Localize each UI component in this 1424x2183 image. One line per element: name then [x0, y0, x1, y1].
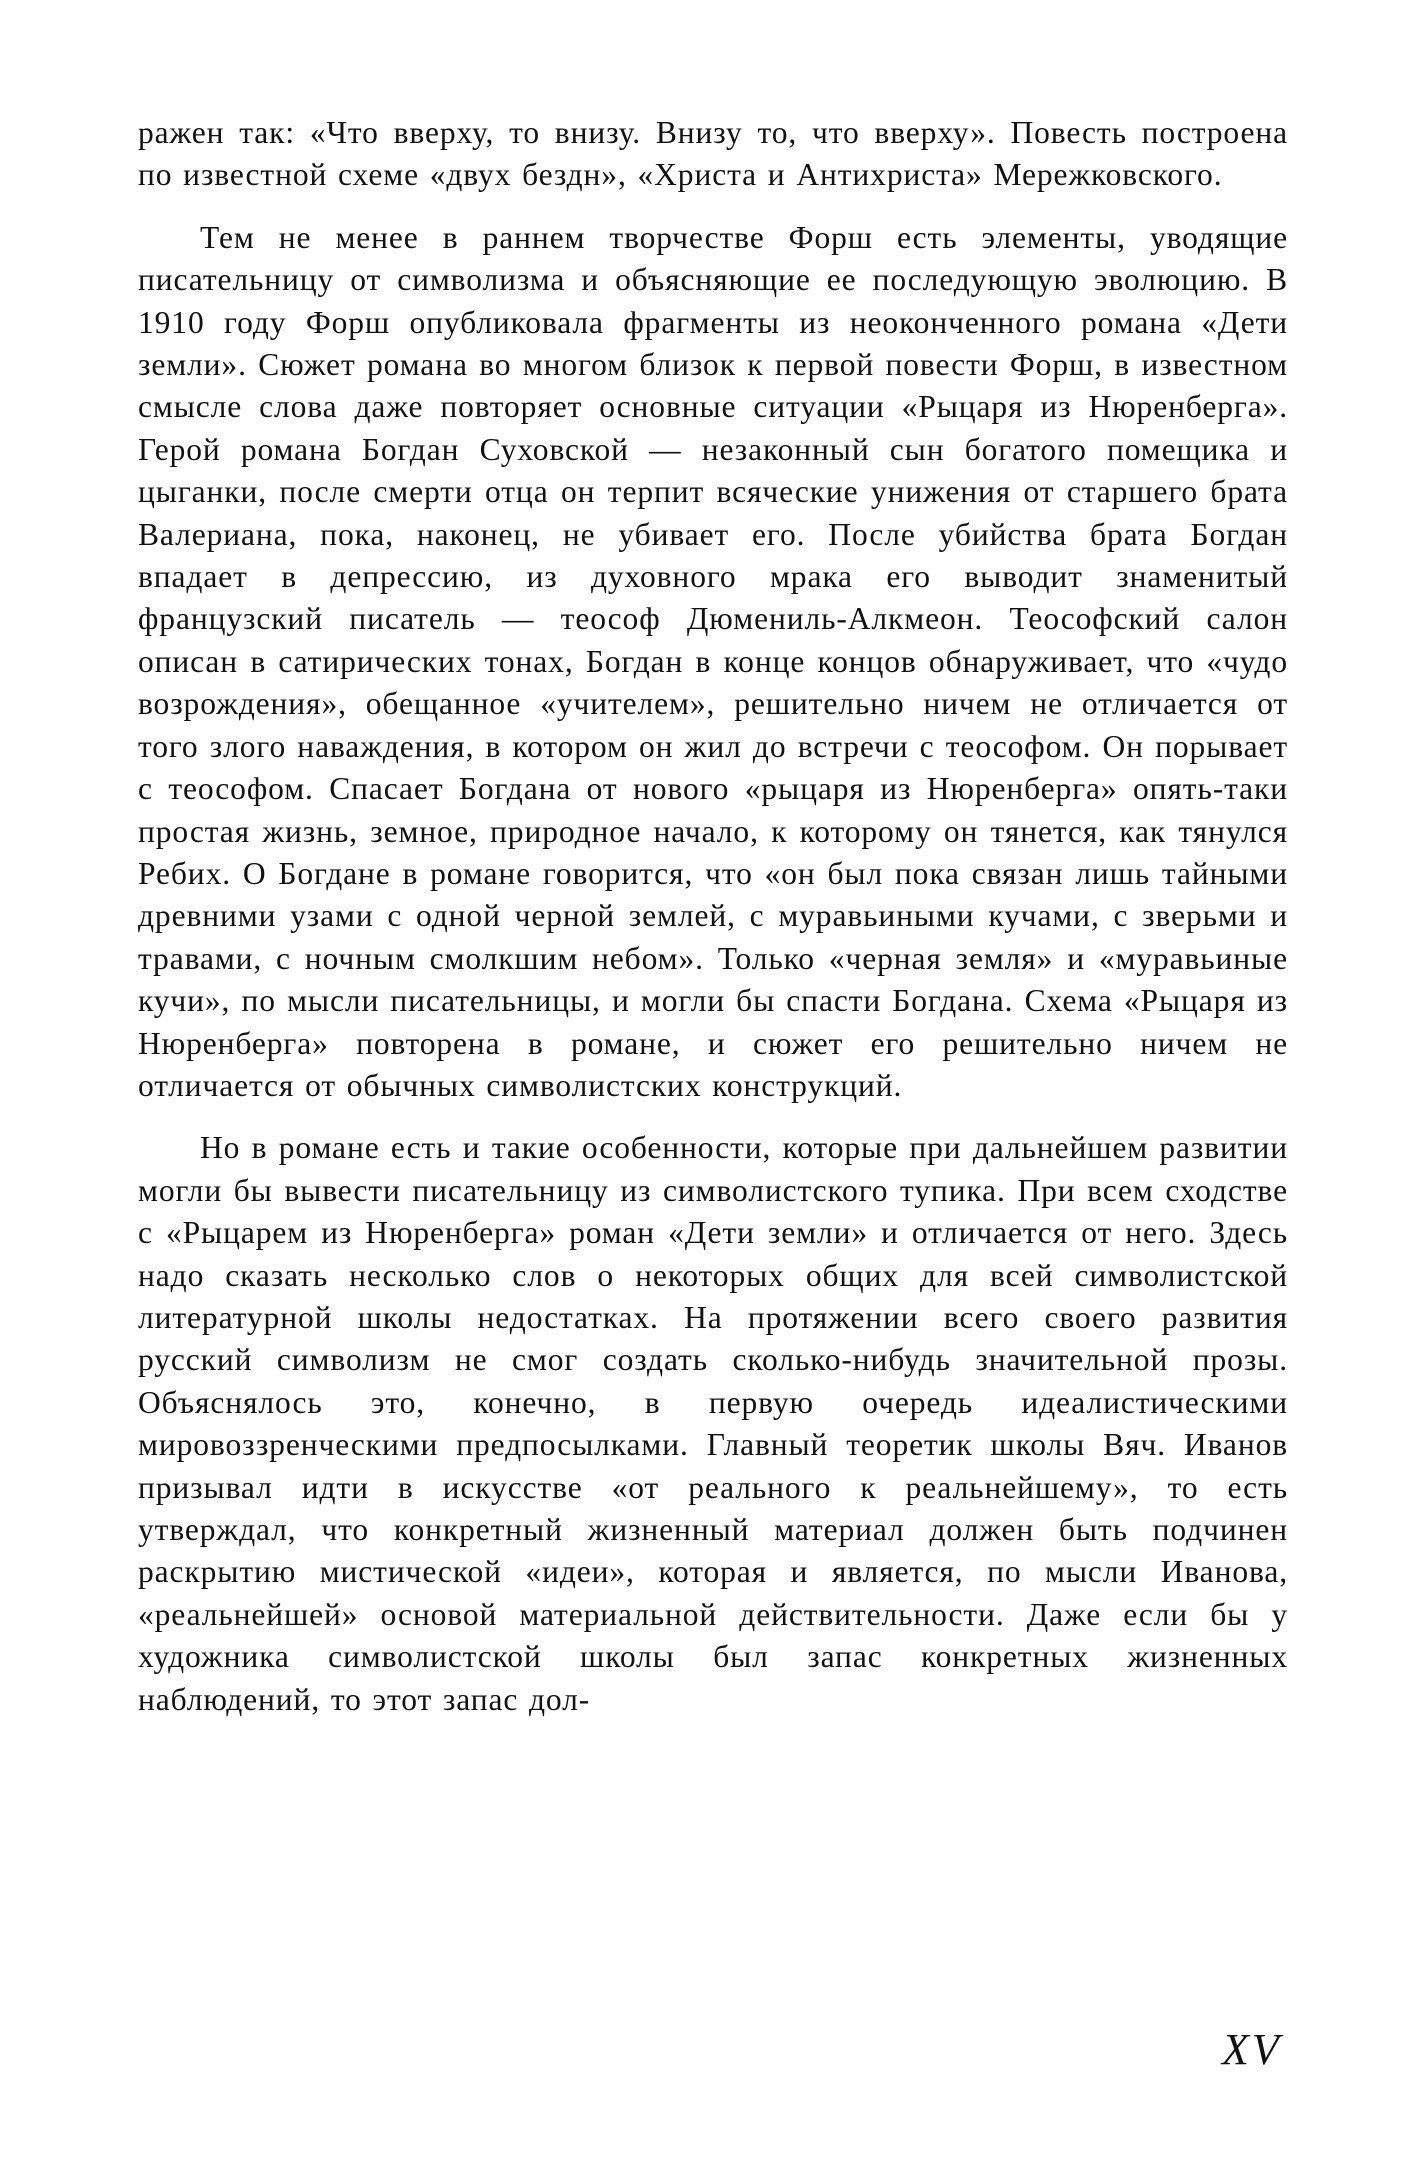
page-body	[138, 112, 1288, 1741]
paragraph-3: Но в романе есть и такие особенности, которые при дальнейшем развитии могли бы вывести писательницу из символистского тупика. При всем сходстве с «Рыцарем из Нюренберга» роман «Дети земли» и отличается от него. Здесь надо сказать несколько слов о некоторых общих для всей символистской литературной школы недостатках. На протяжении всего своего развития русский символизм не смог создать сколько-нибудь значительной прозы. Объяснялось это, конечно, в первую очередь идеалистическими мировоззренческими предпосылками. Главный теоретик школы Вяч. Иванов призывал идти в искусстве «от реального к реальнейшему», то есть утверждал, что конкретный жизненный материал должен быть подчинен раскрытию мистической «идеи», которая и является, по мысли Иванова, «реальнейшей» основой материальной действительности. Даже если бы у художника символистской школы был запас конкретных жизненных наблюдений, то этот запас дол-	[138, 1130, 1288, 1717]
page-number: XV	[1222, 2025, 1282, 2074]
paragraph-2: Тем не менее в раннем творчестве Форш есть элементы, уводящие писательницу от символизма и объясняющие ее последующую эволюцию. В 1910 году Форш опубликовала фрагменты из неоконченного романа «Дети земли». Сюжет романа во многом близок к первой повести Форш, в известном смысле слова даже повторяет основные ситуации «Рыцаря из Нюренберга». Герой романа Богдан Суховской — незаконный сын богатого помещика и цыганки, после смерти отца он терпит всяческие унижения от старшего брата Валериана, пока, наконец, не убивает его. После убийства брата Богдан впадает в депрессию, из духовного мрака его выводит знаменитый французский писатель — теософ Дюмениль-Алкмеон. Теософский салон описан в сатирических тонах, Богдан в конце концов обнаруживает, что «чудо возрождения», обещанное «учителем», решительно ничем не отличается от того злого наваждения, в котором он жил до встречи с теософом. Он порывает с теософом. Спасает Богдана от нового «рыцаря из Нюренберга» опять-таки простая жизнь, земное, природное начало, к которому он тянется, как тянулся Ребих. О Богдане в романе говорится, что «он был пока связан лишь тайными древними узами с одной черной землей, с муравьиными кучами, с зверьми и травами, с ночным смолкшим небом». Только «черная земля» и «муравьиные кучи», по мысли писательницы, и могли бы спасти Богдана. Схема «Рыцаря из Нюренберга» повторена в романе, и сюжет его решительно ничем не отличается от обычных символистских конструкций.	[138, 219, 1288, 1103]
paragraph-1: ражен так: «Что вверху, то внизу. Внизу то, что вверху». Повесть построена по известной схеме «двух бездн», «Христа и Антихриста» Мережковского.	[138, 115, 1288, 193]
